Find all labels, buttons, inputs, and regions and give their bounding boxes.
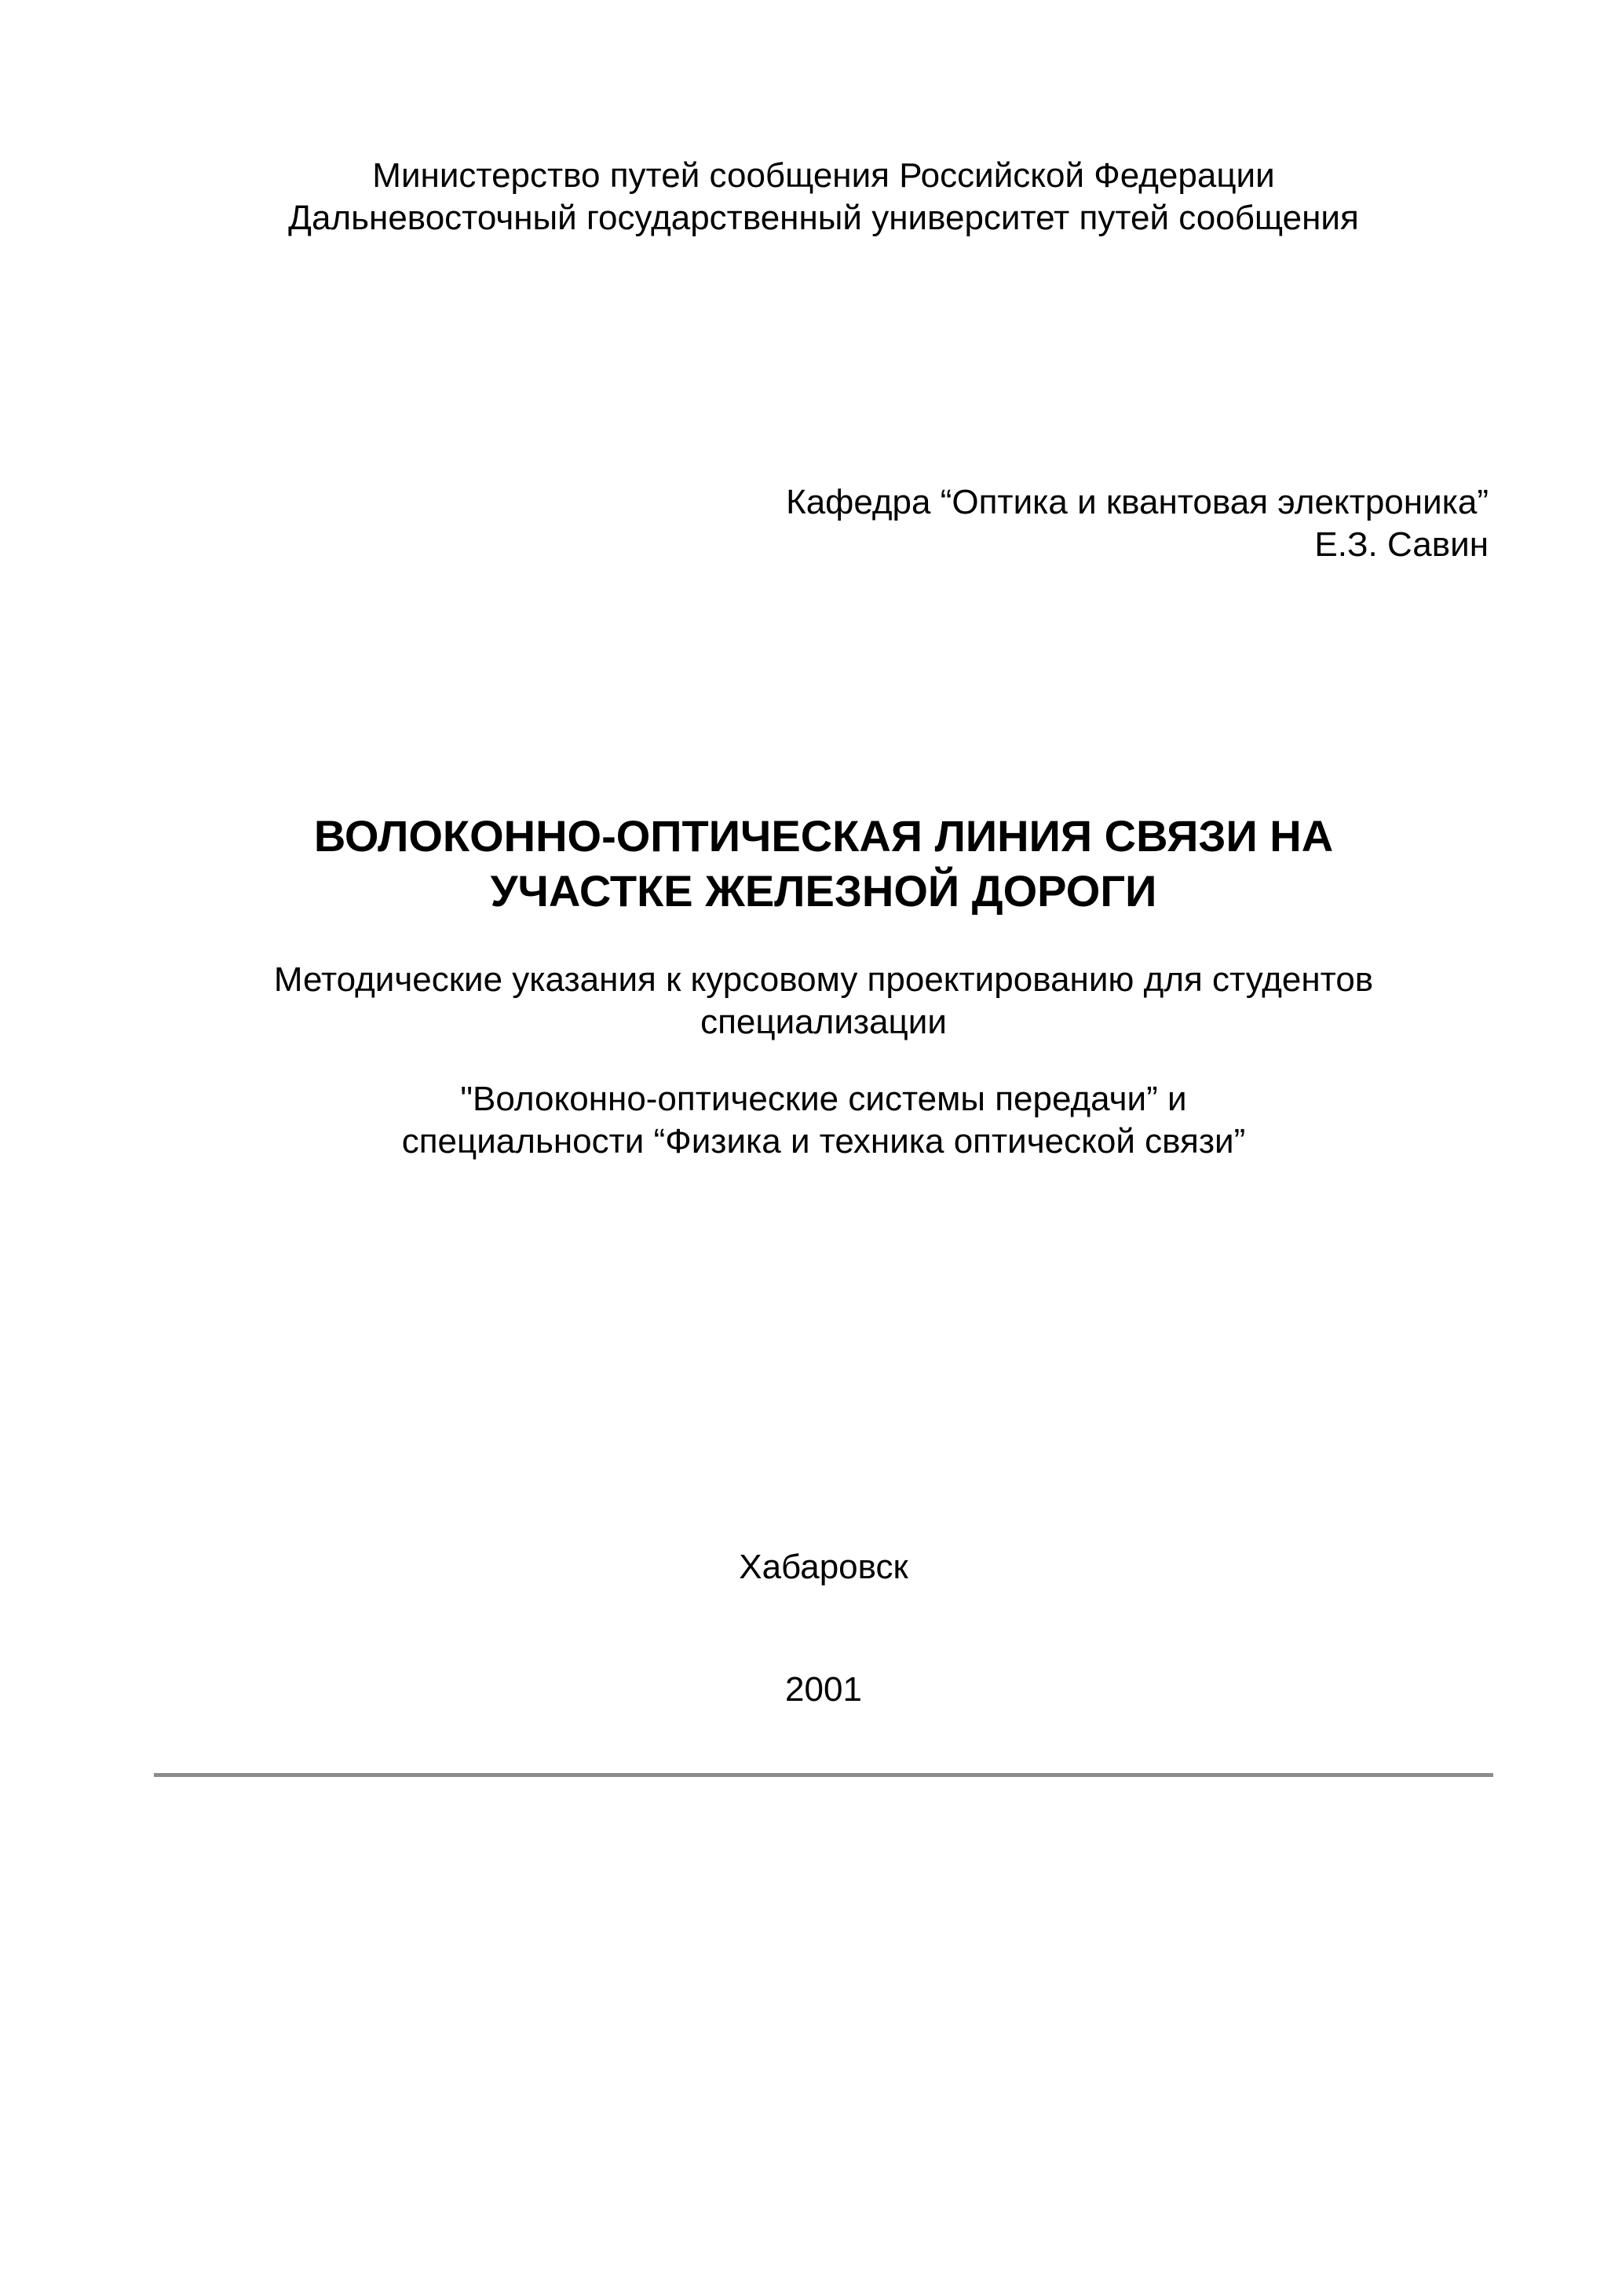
subtitle-line-3: "Волоконно-оптические системы передачи” и	[460, 1080, 1187, 1118]
subtitle-line-1: Методические указания к курсовому проектированию для студентов	[273, 960, 1374, 999]
document-title-line-2: УЧАСТКЕ ЖЕЛЕЗНОЙ ДОРОГИ	[490, 866, 1157, 916]
author-name: Е.З. Савин	[1314, 525, 1489, 564]
ministry-name: Министерство путей сообщения Российской Федерации	[372, 156, 1275, 195]
document-title-line-1: ВОЛОКОННО-ОПТИЧЕСКАЯ ЛИНИЯ СВЯЗИ НА	[313, 811, 1334, 861]
subtitle-line-4: специальности “Физика и техника оптической связи”	[401, 1122, 1246, 1161]
bottom-divider	[154, 1773, 1493, 1777]
subtitle-line-2: специализации	[700, 1003, 947, 1041]
department-name: Кафедра “Оптика и квантовая электроника”	[786, 483, 1489, 521]
year: 2001	[785, 1670, 862, 1709]
university-name: Дальневосточный государственный университет путей сообщения	[288, 199, 1359, 237]
city: Хабаровск	[739, 1548, 908, 1586]
